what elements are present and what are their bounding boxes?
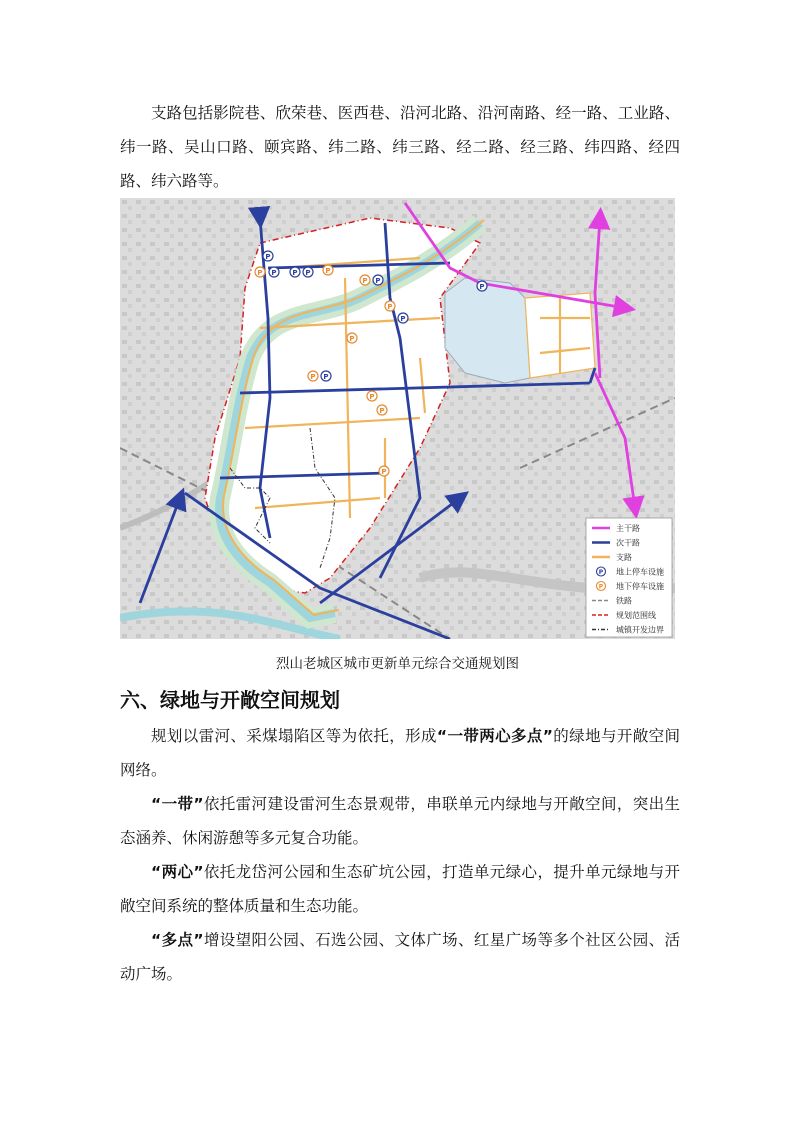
parking-underground-icon bbox=[385, 301, 395, 311]
keyword: “多点” bbox=[151, 931, 204, 949]
parking-underground-icon bbox=[377, 405, 387, 415]
intro-paragraph: 支路包括影院巷、欣荣巷、医西巷、沿河北路、沿河南路、经一路、工业路、纬一路、吴山口路、颐宾路、纬二路、纬三路、经二路、经三路、纬四路、经四路、纬六路等。 bbox=[120, 104, 680, 190]
paragraph-text: 的绿地与开敞空间网络。 bbox=[120, 727, 680, 779]
svg-text:P: P bbox=[479, 283, 485, 291]
svg-text:P: P bbox=[349, 335, 355, 343]
svg-text:P: P bbox=[379, 407, 385, 415]
svg-text:P: P bbox=[271, 269, 277, 277]
legend-label: 次干路 bbox=[616, 538, 640, 548]
legend-label: 支路 bbox=[616, 553, 632, 562]
section-paragraph-4 bbox=[120, 923, 680, 991]
keyword: “一带” bbox=[151, 795, 204, 813]
svg-text:P: P bbox=[387, 303, 393, 311]
parking-underground-icon bbox=[379, 466, 389, 476]
legend-label: 地上停车设施 bbox=[616, 567, 664, 577]
parking-above-icon bbox=[477, 281, 487, 291]
svg-text:P: P bbox=[257, 269, 263, 277]
legend-label: 主干路 bbox=[616, 524, 640, 533]
keyword: “两心” bbox=[151, 863, 204, 881]
svg-text:P: P bbox=[598, 583, 604, 591]
svg-text:P: P bbox=[305, 269, 311, 277]
parking-above-icon bbox=[398, 313, 408, 323]
figure-caption: 烈山老城区城市更新单元综合交通规划图 bbox=[276, 656, 519, 672]
section-paragraph-2 bbox=[120, 787, 680, 855]
paragraph-text: 规划以雷河、采煤塌陷区等为依托，形成 bbox=[151, 727, 437, 745]
parking-underground-icon bbox=[255, 267, 265, 277]
svg-text:P: P bbox=[375, 277, 381, 285]
traffic-plan-map bbox=[120, 198, 675, 639]
parking-underground-icon bbox=[360, 275, 370, 285]
parking-above-icon bbox=[321, 371, 331, 381]
svg-text:P: P bbox=[323, 373, 329, 381]
parking-above-icon bbox=[290, 267, 300, 277]
parking-underground-icon bbox=[347, 333, 357, 343]
svg-text:P: P bbox=[292, 269, 298, 277]
map-svg bbox=[120, 198, 675, 639]
paragraph-text: 依托雷河建设雷河生态景观带，串联单元内绿地与开敞空间，突出生态涵养、休闲游憩等多元复合功能。 bbox=[120, 795, 680, 847]
parking-above-icon bbox=[373, 275, 383, 285]
legend-label: 铁路 bbox=[616, 596, 632, 606]
svg-text:P: P bbox=[400, 315, 406, 323]
section-paragraph-3 bbox=[120, 855, 680, 923]
svg-text:P: P bbox=[598, 569, 604, 576]
legend-label: 地下停车设施 bbox=[616, 582, 664, 591]
parking-underground-icon bbox=[323, 265, 333, 275]
keyword: “一带两心多点” bbox=[436, 727, 553, 745]
svg-text:P: P bbox=[265, 253, 271, 261]
parking-underground-icon bbox=[367, 391, 377, 401]
map-legend bbox=[586, 518, 672, 637]
legend-label: 城镇开发边界 bbox=[616, 625, 664, 635]
parking-above-icon bbox=[263, 251, 273, 261]
svg-text:P: P bbox=[381, 468, 387, 476]
section-paragraph-1 bbox=[120, 719, 680, 787]
svg-text:P: P bbox=[369, 393, 375, 401]
section-heading: 六、绿地与开敞空间规划 bbox=[120, 688, 340, 712]
svg-text:P: P bbox=[362, 277, 368, 285]
svg-text:P: P bbox=[310, 373, 316, 381]
parking-above-icon bbox=[303, 267, 313, 277]
paragraph-text: 增设望阳公园、石选公园、文体广场、红星广场等多个社区公园、活动广场。 bbox=[120, 931, 680, 983]
paragraph-text: 依托龙岱河公园和生态矿坑公园，打造单元绿心，提升单元绿地与开敞空间系统的整体质量和生态功能。 bbox=[120, 863, 680, 915]
parking-above-icon bbox=[269, 267, 279, 277]
parking-underground-icon bbox=[308, 371, 318, 381]
legend-label: 规划范围线 bbox=[616, 611, 656, 620]
svg-text:P: P bbox=[325, 267, 331, 275]
